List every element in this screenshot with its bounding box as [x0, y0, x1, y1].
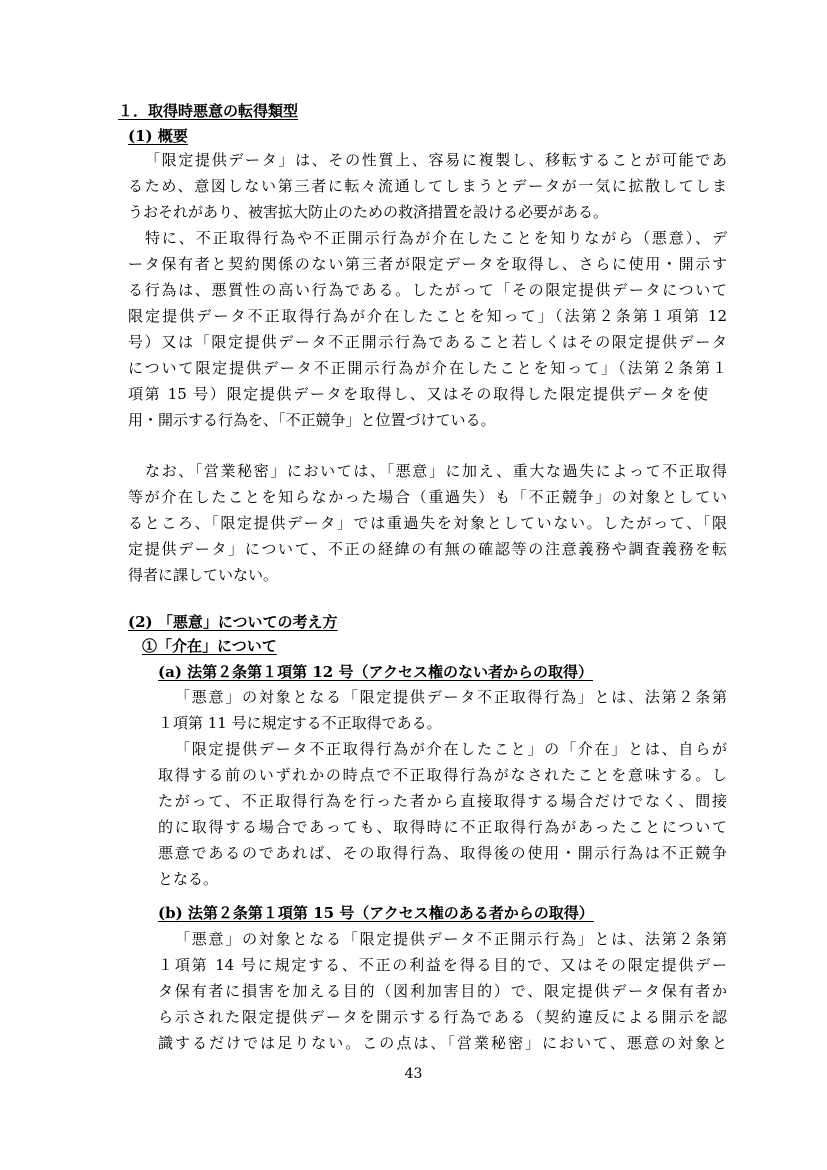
- text-line: 悪意であるのであれば、その取得行為、取得後の使用・開示行為は不正競争: [158, 844, 727, 862]
- text-line: ら示された限定提供データを開示する行為である（契約違反による開示を認: [158, 1008, 727, 1026]
- text-line: １項第 14 号に規定する、不正の利益を得る目的で、又はその限定提供デー: [158, 956, 727, 974]
- item-title-a: (a) 法第２条第１項第 12 号（アクセス権のない者からの取得）: [158, 663, 594, 681]
- text-line: タ保有者に損害を加える目的（図利加害目的）で、限定提供データ保有者か: [158, 982, 727, 1000]
- text-line: 「限定提供データ」は、その性質上、容易に複製し、移転することが可能であ: [145, 151, 727, 169]
- text-line: 等が介在したことを知らなかった場合（重過失）も「不正競争」の対象としてい: [128, 488, 727, 506]
- subsection-title-malice: (2) 「悪意」についての考え方: [128, 613, 338, 631]
- text-line: となる。: [158, 870, 219, 888]
- text-line: るところ、「限定提供データ」では重過失を対象としていない。したがって、「限: [128, 514, 727, 532]
- text-line: 特に、不正取得行為や不正開示行為が介在したことを知りながら（悪意）、デ: [145, 229, 727, 247]
- item-title-b: (b) 法第２条第１項第 15 号（アクセス権のある者からの取得）: [158, 904, 594, 922]
- text-line: 用・開示する行為を、「不正競争」と位置づけている。: [128, 411, 496, 429]
- text-line: について限定提供データ不正開示行為が介在したことを知って」（法第２条第１: [128, 359, 727, 377]
- text-line: る行為は、悪質性の高い行為である。したがって「その限定提供データについて: [128, 281, 727, 299]
- text-line: ータ保有者と契約関係のない第三者が限定データを取得し、さらに使用・開示す: [128, 255, 727, 273]
- text-line: 項第 15 号）限定提供データを取得し、又はその取得した限定提供データを使: [128, 385, 708, 403]
- text-line: 的に取得する場合であっても、取得時に不正取得行為があったことについて: [158, 818, 727, 836]
- text-line: １項第 11 号に規定する不正取得である。: [158, 714, 442, 732]
- section-title: １．取得時悪意の転得類型: [118, 102, 299, 120]
- text-line: 識するだけでは足りない。この点は、「営業秘密」において、悪意の対象と: [158, 1034, 727, 1052]
- text-line: 「悪意」の対象となる「限定提供データ不正取得行為」とは、法第２条第: [175, 688, 727, 706]
- text-line: なお、「営業秘密」においては、「悪意」に加え、重大な過失によって不正取得: [145, 462, 727, 480]
- text-line: うおそれがあり、被害拡大防止のための救済措置を設ける必要がある。: [128, 203, 609, 221]
- subsection-title-overview: (1) 概要: [128, 127, 188, 145]
- page-number: 43: [404, 1066, 423, 1082]
- text-line: 「悪意」の対象となる「限定提供データ不正開示行為」とは、法第２条第: [175, 930, 727, 948]
- text-line: 限定提供データ不正取得行為が介在したことを知って」（法第２条第１項第 12: [128, 307, 727, 325]
- text-line: たがって、不正取得行為を行った者から直接取得する場合だけでなく、間接: [158, 792, 727, 810]
- text-line: るため、意図しない第三者に転々流通してしまうとデータが一気に拡散してしま: [128, 177, 727, 195]
- text-line: 取得する前のいずれかの時点で不正取得行為がなされたことを意味する。し: [158, 766, 727, 784]
- text-line: 定提供データ」について、不正の経緯の有無の確認等の注意義務や調査義務を転: [128, 540, 727, 558]
- text-line: 得者に課していない。: [128, 566, 279, 584]
- text-line: 「限定提供データ不正取得行為が介在したこと」の「介在」とは、自らが: [175, 740, 727, 758]
- subsection-title-intervention: ①「介在」について: [142, 637, 277, 655]
- text-line: 号）又は「限定提供データ不正開示行為であること若しくはその限定提供データ: [128, 333, 727, 351]
